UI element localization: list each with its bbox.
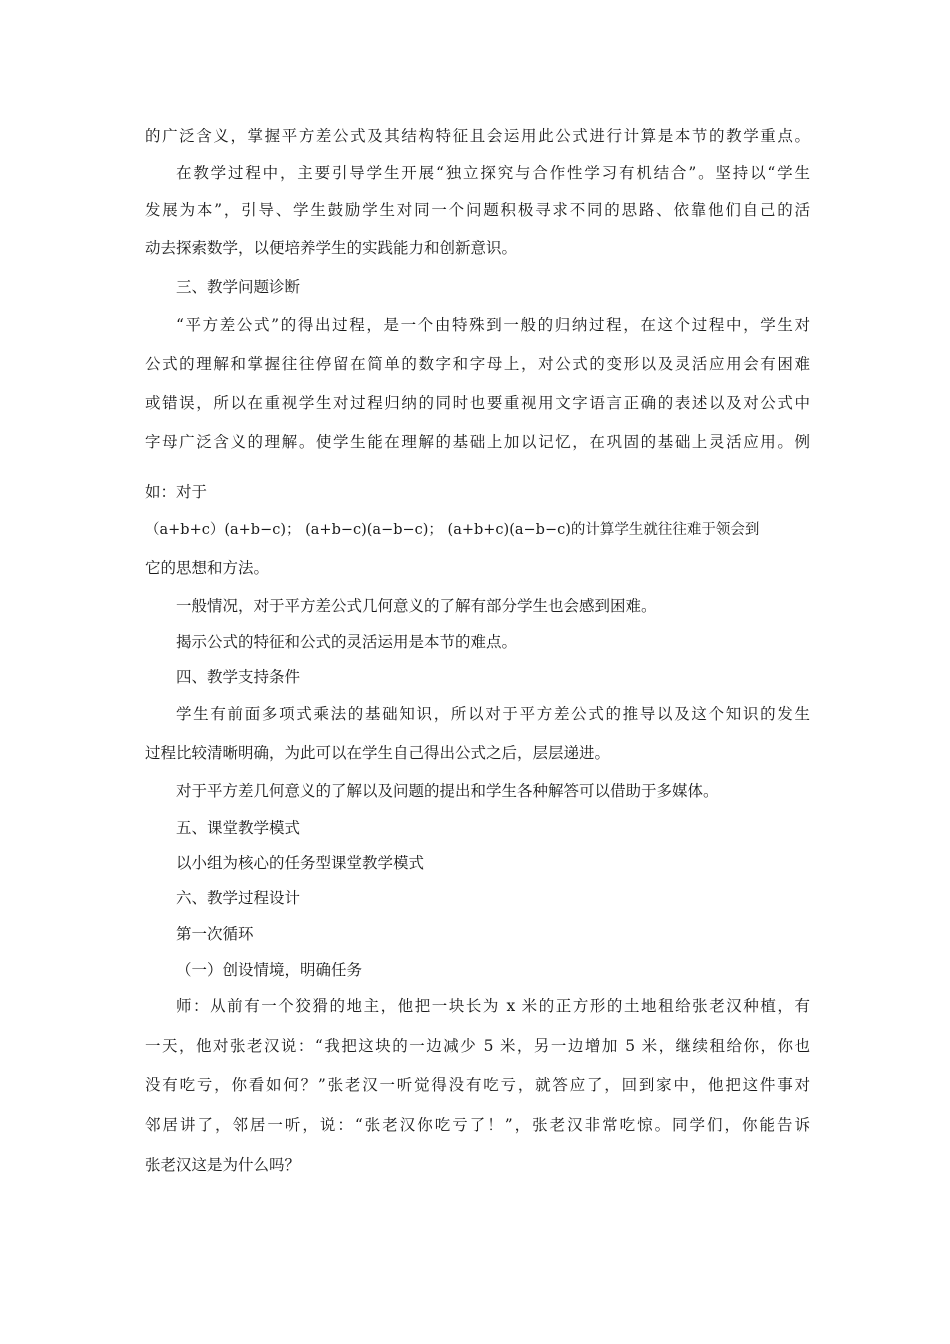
text-line: 师：从前有一个狡猾的地主，他把一块长为 x 米的正方形的土地租给张老汉种植，有 bbox=[176, 997, 810, 1015]
text-line: 在教学过程中，主要引导学生开展“独立探究与合作性学习有机结合”。坚持以“学生 bbox=[176, 164, 810, 182]
text-line: 没有吃亏，你看如何？”张老汉一听觉得没有吃亏，就答应了，回到家中，他把这件事对 bbox=[145, 1076, 810, 1094]
text-line: 对于平方差几何意义的了解以及问题的提出和学生各种解答可以借助于多媒体。 bbox=[176, 782, 719, 800]
formula-line: （a+b+c）(a+b−c)； (a+b−c)(a−b−c)； (a+b+c)(a−b−c)的计算学生就往往难于领会到 bbox=[145, 522, 760, 538]
section-heading: 五、课堂教学模式 bbox=[176, 819, 301, 837]
text-line: 学生有前面多项式乘法的基础知识，所以对于平方差公式的推导以及这个知识的发生 bbox=[176, 705, 810, 723]
text-line: 一天，他对张老汉说：“我把这块的一边减少 5 米，另一边增加 5 米，继续租给你，你也 bbox=[145, 1037, 810, 1055]
text-line: 以小组为核心的任务型课堂教学模式 bbox=[176, 854, 425, 872]
text-line: 一般情况，对于平方差公式几何意义的了解有部分学生也会感到困难。 bbox=[176, 597, 657, 615]
text-line: 揭示公式的特征和公式的灵活运用是本节的难点。 bbox=[176, 633, 518, 651]
subsection-heading: 第一次循环 bbox=[176, 925, 254, 943]
section-heading: 六、教学过程设计 bbox=[176, 889, 301, 907]
text-line: 公式的理解和掌握往往停留在简单的数字和字母上，对公式的变形以及灵活应用会有困难 bbox=[145, 355, 810, 373]
text-line: 或错误，所以在重视学生对过程归纳的同时也要重视用文字语言正确的表述以及对公式中 bbox=[145, 394, 810, 412]
text-line: “平方差公式”的得出过程，是一个由特殊到一般的归纳过程，在这个过程中，学生对 bbox=[176, 316, 810, 334]
text-line: 发展为本”，引导、学生鼓励学生对同一个问题积极寻求不同的思路、依靠他们自己的活 bbox=[145, 201, 810, 219]
text-line: 邻居讲了，邻居一听，说：“张老汉你吃亏了！”，张老汉非常吃惊。同学们，你能告诉 bbox=[145, 1116, 810, 1134]
text-line: 的广泛含义，掌握平方差公式及其结构特征且会运用此公式进行计算是本节的教学重点。 bbox=[145, 127, 810, 145]
text-line: 张老汉这是为什么吗？ bbox=[145, 1156, 301, 1174]
text-line: 过程比较清晰明确，为此可以在学生自己得出公式之后，层层递进。 bbox=[145, 744, 611, 762]
text-line: 字母广泛含义的理解。使学生能在理解的基础上加以记忆，在巩固的基础上灵活应用。例 bbox=[145, 433, 810, 451]
text-line: 如：对于 bbox=[145, 483, 208, 501]
text-line: 动去探索数学，以便培养学生的实践能力和创新意识。 bbox=[145, 239, 518, 257]
section-heading: 三、教学问题诊断 bbox=[176, 278, 301, 296]
subsection-heading: （一）创设情境，明确任务 bbox=[176, 961, 363, 979]
text-line: 它的思想和方法。 bbox=[145, 559, 270, 577]
section-heading: 四、教学支持条件 bbox=[176, 668, 301, 686]
